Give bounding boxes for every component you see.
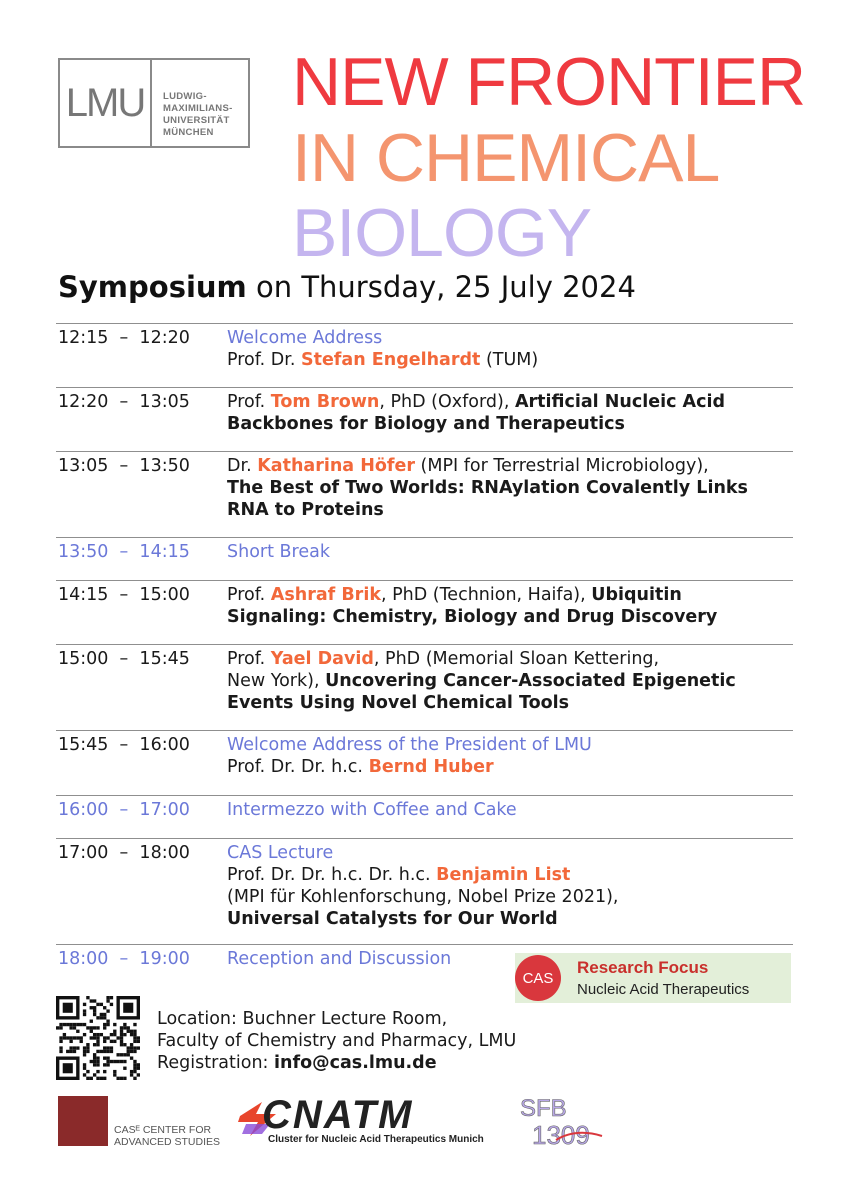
schedule-text: Intermezzo with Coffee and Cake — [227, 800, 517, 820]
registration-label: Registration: — [157, 1053, 274, 1073]
talk-title: RNA to Proteins — [227, 500, 384, 520]
schedule-text: Short Break — [227, 542, 330, 562]
registration-line — [157, 1052, 516, 1074]
talk-title: Ubiquitin — [591, 585, 682, 605]
schedule-line — [227, 606, 807, 628]
schedule-text: (TUM) — [480, 350, 539, 370]
schedule-line — [227, 391, 807, 413]
cnatm-subtitle: Cluster for Nucleic Acid Therapeutics Munich — [268, 1134, 484, 1145]
schedule-description — [227, 455, 807, 521]
schedule-line — [227, 734, 807, 756]
schedule-divider — [56, 387, 793, 388]
schedule-description — [227, 842, 807, 930]
schedule-description — [227, 541, 807, 563]
talk-title: Uncovering Cancer-Associated Epigenetic — [325, 671, 736, 691]
schedule-description — [227, 391, 807, 435]
schedule-description — [227, 799, 807, 821]
schedule-line — [227, 327, 807, 349]
schedule-line — [227, 455, 807, 477]
schedule-text: Prof. Dr. Dr. h.c. Dr. h.c. — [227, 865, 437, 885]
schedule-time: 12:20 – 13:05 — [58, 392, 190, 412]
schedule-time: 16:00 – 17:00 — [58, 800, 190, 820]
schedule-divider — [56, 644, 793, 645]
schedule-text: (MPI for Terrestrial Microbiology), — [414, 456, 709, 476]
sfb-bottom-text: 1309 — [532, 1120, 590, 1150]
schedule-text: CAS Lecture — [227, 843, 334, 863]
research-focus-title: Research Focus — [577, 958, 709, 977]
speaker-name: Yael David — [270, 649, 374, 669]
schedule-line — [227, 499, 807, 521]
talk-title: Events Using Novel Chemical Tools — [227, 693, 570, 713]
schedule-divider — [56, 580, 793, 581]
subtitle-date: on Thursday, 25 July 2024 — [246, 270, 636, 304]
title-line-3: BIOLOGY — [292, 195, 592, 271]
schedule-text: , PhD (Technion, Haifa), — [380, 585, 592, 605]
title-line-1: NEW FRONTIER — [292, 44, 806, 120]
schedule-text: , PhD (Oxford), — [379, 392, 515, 412]
schedule-text: Prof. — [227, 649, 271, 669]
lmu-logo-name — [163, 91, 233, 139]
schedule-line — [227, 413, 807, 435]
location-line: Faculty of Chemistry and Pharmacy, LMU — [157, 1031, 517, 1051]
talk-title: The Best of Two Worlds: RNAylation Covalently Links — [227, 478, 748, 498]
event-subtitle — [58, 270, 636, 304]
schedule-line — [227, 692, 807, 714]
subtitle-bold: Symposium — [58, 270, 247, 304]
cas-logo-image — [58, 1096, 108, 1146]
schedule-line — [227, 842, 807, 864]
schedule-text: Prof. — [227, 392, 271, 412]
cnatm-wordmark: CNATM — [262, 1093, 414, 1137]
lmu-name-line: MAXIMILIANS- — [163, 103, 233, 114]
schedule-text: Welcome Address — [227, 328, 383, 348]
schedule-line — [227, 799, 807, 821]
schedule-description — [227, 648, 807, 714]
schedule-time: 13:50 – 14:15 — [58, 542, 190, 562]
cas-logo-line: CASᴱ CENTER FOR — [114, 1124, 212, 1136]
schedule-description — [227, 734, 807, 778]
schedule-description — [227, 327, 807, 371]
schedule-description — [227, 584, 807, 628]
lmu-name-line: LUDWIG- — [163, 91, 207, 102]
schedule-line — [227, 670, 807, 692]
schedule-divider — [56, 451, 793, 452]
schedule-text: Prof. — [227, 585, 271, 605]
schedule-line — [227, 349, 807, 371]
schedule-text: (MPI für Kohlenforschung, Nobel Prize 2021), — [227, 887, 619, 907]
lmu-name-line: MÜNCHEN — [163, 127, 214, 138]
schedule-time: 15:00 – 15:45 — [58, 649, 190, 669]
location-line: Location: Buchner Lecture Room, — [157, 1009, 448, 1029]
research-focus-topic: Nucleic Acid Therapeutics — [577, 981, 750, 998]
talk-title: Signaling: Chemistry, Biology and Drug Discovery — [227, 607, 718, 627]
talk-title: Backbones for Biology and Therapeutics — [227, 414, 625, 434]
sfb-logo — [516, 1092, 616, 1152]
qr-code-icon[interactable] — [56, 996, 140, 1080]
schedule-line — [227, 886, 807, 908]
talk-title: Universal Catalysts for Our World — [227, 909, 558, 929]
schedule-time: 15:45 – 16:00 — [58, 735, 190, 755]
lmu-name-line: UNIVERSITÄT — [163, 115, 230, 126]
schedule-divider — [56, 730, 793, 731]
schedule-time: 17:00 – 18:00 — [58, 843, 190, 863]
speaker-name: Ashraf Brik — [270, 585, 381, 605]
speaker-name: Tom Brown — [270, 392, 380, 412]
schedule-text: Reception and Discussion — [227, 949, 452, 969]
speaker-name: Benjamin List — [436, 865, 571, 885]
lmu-logo-mark: LMU — [60, 60, 152, 146]
registration-email[interactable]: info@cas.lmu.de — [274, 1053, 437, 1073]
schedule-line — [227, 756, 807, 778]
schedule-time: 18:00 – 19:00 — [58, 949, 190, 969]
schedule-text: New York), — [227, 671, 326, 691]
schedule-time: 14:15 – 15:00 — [58, 585, 190, 605]
schedule-divider — [56, 944, 793, 945]
schedule-text: Dr. — [227, 456, 258, 476]
schedule-line — [227, 541, 807, 563]
cas-logo-line: ADVANCED STUDIES — [114, 1136, 220, 1148]
schedule-divider — [56, 838, 793, 839]
speaker-name: Katharina Höfer — [257, 456, 415, 476]
sfb-top-text: SFB — [520, 1095, 567, 1122]
talk-title: Artificial Nucleic Acid — [514, 392, 726, 412]
schedule-line — [227, 908, 807, 930]
schedule-text: Prof. Dr. — [227, 350, 301, 370]
schedule-text: , PhD (Memorial Sloan Kettering, — [373, 649, 660, 669]
schedule-time: 13:05 – 13:50 — [58, 456, 190, 476]
schedule-line — [227, 648, 807, 670]
schedule-divider — [56, 323, 793, 324]
speaker-name: Bernd Huber — [368, 757, 494, 777]
location-info — [157, 1008, 516, 1074]
title-line-2: IN CHEMICAL — [292, 120, 720, 196]
schedule-divider — [56, 795, 793, 796]
cas-badge: CAS — [515, 955, 561, 1001]
schedule-time: 12:15 – 12:20 — [58, 328, 190, 348]
speaker-name: Stefan Engelhardt — [300, 350, 481, 370]
schedule-line — [227, 864, 807, 886]
schedule-line — [227, 584, 807, 606]
schedule-line — [227, 477, 807, 499]
schedule-divider — [56, 537, 793, 538]
cas-logo-text — [114, 1124, 220, 1148]
schedule-text: Prof. Dr. Dr. h.c. — [227, 757, 369, 777]
schedule-text: Welcome Address of the President of LMU — [227, 735, 592, 755]
